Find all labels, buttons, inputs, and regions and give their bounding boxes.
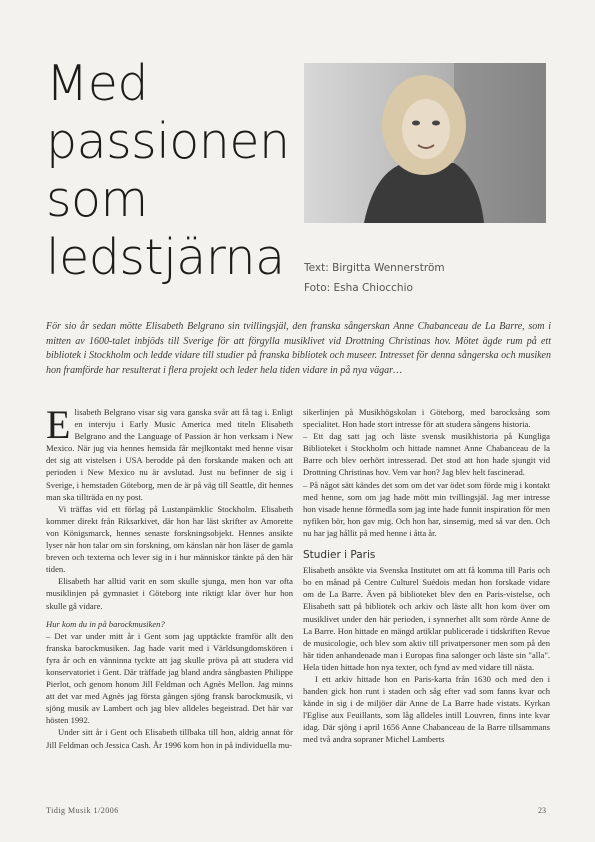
title-line-4: ledstjärna bbox=[46, 229, 285, 286]
paragraph: – På något sätt kändes det som om det var ödet som förde mig i kontakt med henne, som om jag hade mött min tvillingsjäl. Jag mer intresse hon visade henne förmedla som jag inte hade funnit inspiration för men nyfiken bör, hon gav mig. Och hon har, sinsemig, med så var den. Och nu har jag hållit på med henne i åtta år. bbox=[303, 479, 550, 538]
portrait-photo-image bbox=[304, 63, 546, 223]
paragraph: – Ett dag satt jag och läste svensk musikhistoria på Kungliga Biblioteket i Stockholm och hittade namnet Anne Chabanceau de la Barre och blev oerhört intresserad. Det stod att hon hade sjungit vid Drottning Christinas hov. Vem var hon? Jag blev helt fascinerad. bbox=[303, 431, 550, 478]
title-line-2: passionen bbox=[46, 113, 290, 170]
portrait-photo bbox=[304, 63, 546, 223]
column-left bbox=[46, 402, 293, 751]
drop-cap: E bbox=[46, 402, 71, 447]
title-line-1: Med bbox=[46, 55, 149, 112]
byline-text: Text: Birgitta Wennerström bbox=[304, 262, 445, 274]
interview-question: Hur kom du in på barockmusiken? bbox=[46, 618, 165, 629]
section-heading: Studier i Paris bbox=[303, 549, 376, 562]
paragraph: Vi träffas vid ett förlag på Lustanpämklic Stockholm. Elisabeth kommer direkt från Riksarkivet, där hon har läst skrifter av Amorette von Königsmarck, hennes senaste forskningsobjekt. Hennes ansikte lyser när hon talar om sin forskning, om känslan när hon läser de gamla breven och texterna och lever sig in i hur människor tänkte på den här tiden. bbox=[46, 503, 293, 575]
lead-paragraph: För sio år sedan mötte Elisabeth Belgrano sin tvillingsjäl, den franska sångerskan Anne Chabanceau de La Barre, som i mitten av 1600-talet inbjöds till Sverige för att förgylla musiklivet vid Drottning Christinas hov. Mötet ägde rum på ett bibliotek i Stockholm och ledde vidare till studier på franska bibliotek och museer. Intresset för denna sångerska och musiken hon framförde har resulterat i flera projekt och leder hela tiden vidare in på nya vägar… bbox=[46, 321, 551, 376]
paragraph: Elisabeth har alltid varit en som skulle sjunga, men hon var ofta musiklinjen på gymnasiet i Göteborg inte riktigt klar över hur hon skulle gå vidare. bbox=[46, 576, 293, 611]
paragraph: I ett arkiv hittade hon en Paris-karta från 1630 och med den i handen gick hon runt i staden och såg efter vad som fanns kvar och kände in sig i de miljöer där Anne de La Barre hade vistats. Kyrkan l'Eglise aux Feuillants, som låg alldeles intill Louvren, finns inte kvar idag. Där sjöng i april 1656 Anne Chabanceau de la Barre tillsammans med två andra sopraner Michel Lamberts bbox=[303, 673, 550, 745]
paragraph: sikerlinjen på Musikhögskolan i Göteborg, med barocksång som specialitet. Hon hade stort intresse för att studera sångens historia. bbox=[303, 407, 550, 430]
magazine-issue: Tidig Musik 1/2006 bbox=[46, 806, 119, 815]
paragraph bbox=[46, 402, 293, 503]
paragraph: Under sitt år i Gent och Elisabeth tillbaka till hon, aldrig annat för Jill Feldman och Jessica Cash. År 1996 kom hon in på individuella mu- bbox=[46, 727, 293, 750]
title-line-3: som bbox=[46, 171, 148, 228]
paragraph: – Det var under mitt år i Gent som jag upptäckte framför allt den franska barockmusiken. Jag hade varit med i Världsungdomskören i fyra år och en vänninna tyckte att jag skulle pröva på att studera vid konservatoriet i Gent. Där träffade jag bland andra sångbasten Philippe Pierlot, och genom honom Jill Feldman och Agnès Mellon. Jag minns att det var med Agnès jag första gången sjöng fransk barockmusik, vi sjöng musik av Lambert och jag blev alldeles begeistrad. Det här var hösten 1992. bbox=[46, 630, 293, 726]
byline bbox=[304, 258, 445, 298]
article-title bbox=[46, 55, 296, 287]
byline-photo: Foto: Esha Chiocchio bbox=[304, 282, 413, 294]
column-right bbox=[303, 406, 550, 746]
paragraph: Elisabeth ansökte via Svenska Institutet om att få komma till Paris och bo en månad på Centre Culturel Suédois medan hon forskade vidare om de La Barre. Även på biblioteket blev den en Paris-vistelse, och Elisabeth satt på bibliotek och arkiv och läste allt hon kom över om musiklivet under den här perioden, i synnerhet allt som rörde Anne de La Barre. Hon hittade en mängd artiklar publicerade i tidskriften Revue de musicologie, och blev som aktiv till privatpersoner men som på den här tiden anhandenade man i Europas fina salonger och läste sin "alla". Hela tiden hittade hon nya texter, och fynd av med vidare till nästa. bbox=[303, 565, 550, 672]
page-number: 23 bbox=[538, 806, 546, 815]
paragraph-text: lisabeth Belgrano visar sig vara ganska svår att få tag i. Enligt en intervju i Early Music America med titeln Elisabeth Belgrano and the Language of Passion är hon verksam i New Mexico. När jug via hennes hemsida får mejlkontakt med henne visar det sig att vistelsen i USA berodde på den forskande maken och att perioden i New Mexico nu är avslutad. Just nu befinner de sig i Sverige, i hemstaden Göteborg, men de är på väg till Seattle, dit hennes man ska tillträda en ny post. bbox=[46, 407, 293, 502]
